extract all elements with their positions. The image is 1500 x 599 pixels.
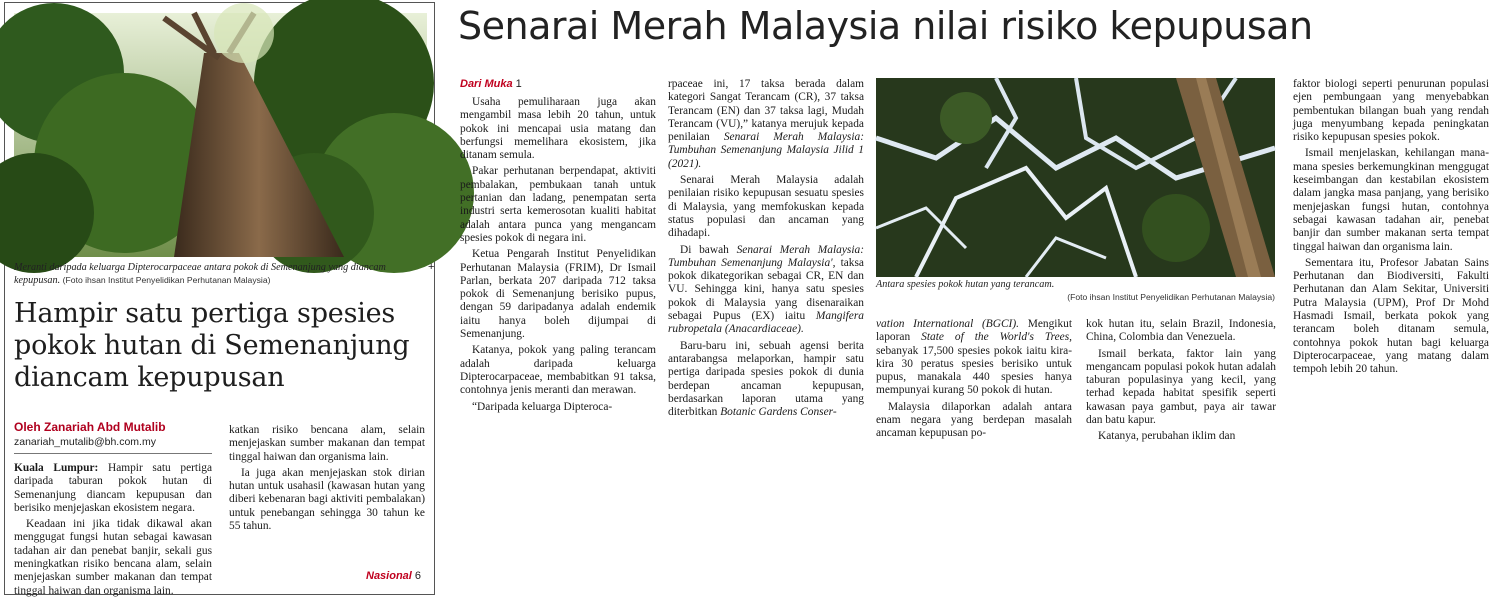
photo-credit: (Foto ihsan Institut Penyelidikan Perhutanan Malaysia) xyxy=(1067,292,1275,302)
paragraph: Sementara itu, Profesor Jabatan Sains Perhutanan dan Biodiversiti, Fakulti Perhutanan dan Alam Sekitar, Universiti Putra Malaysia (UPM), Prof Dr Mohd Hasmadi Ismail, berkata pokok yang terancam boleh ditanam semula, contohnya pokok hutan bagi keluarga Dipterocarpaceae, yang matang dalam tempoh lebih 20 tahun. xyxy=(1293,256,1489,376)
org-name: vation International (BGCI). xyxy=(876,318,1019,330)
left-column-2 xyxy=(229,424,425,536)
byline-divider xyxy=(14,453,212,454)
paragraph: kok hutan itu, selain Brazil, Indonesia, China, Colombia dan Venezuela. xyxy=(1086,318,1276,344)
paragraph: Katanya, pokok yang paling terancam adalah daripada keluarga Dipterocarpaceae, membabitkan 91 taksa, contohnya jenis meranti dan merawan. xyxy=(460,344,656,397)
left-photo-caption xyxy=(14,262,424,287)
text: Mengikut laporan xyxy=(876,318,1072,344)
dateline: Kuala Lumpur: xyxy=(14,462,99,474)
report-title: State of the World's Trees, xyxy=(921,331,1072,344)
main-column-4 xyxy=(1086,318,1276,447)
jump-page-number: 6 xyxy=(414,570,422,582)
report-title: Senarai Merah Malaysia: Tumbuhan Semenanjung Malaysia Jilid 1 (2021). xyxy=(668,131,864,170)
author-email[interactable]: zanariah_mutalib@bh.com.my xyxy=(14,436,156,448)
lead-paragraph xyxy=(14,462,212,515)
paragraph: Pakar perhutanan berpendapat, aktiviti pembalakan, pembukaan tanah untuk pertanian dan ladang, penempatan serta industri serta kemerosotan kualiti habitat adalah antara punca yang mengancam spesies pokok di negara ini. xyxy=(460,165,656,244)
paragraph: “Daripada keluarga Dipteroca- xyxy=(472,400,613,413)
paragraph: Malaysia dilaporkan adalah antara enam negara yang berdepan masalah ancaman kepupusan po- xyxy=(876,400,1072,440)
main-column-5 xyxy=(1293,78,1489,380)
paragraph: Ketua Pengarah Institut Penyelidikan Perhutanan Malaysia (FRIM), Dr Ismail Parlan, berkata 207 daripada 712 taksa pokok di Semenanjung berisiko pupus, dengan 59 daripadanya adalah endemik iaitu hanya boleh dijumpai di Semenanjung. xyxy=(460,248,656,341)
org-name: Botanic Gardens Conser- xyxy=(720,406,837,419)
paragraph: Senarai Merah Malaysia adalah penilaian risiko kepupusan sesuatu spesies di Malaysia, yang memfokuskan kepada status populasi dan ancaman yang dihadapi. xyxy=(668,174,864,240)
paragraph: Ismail menjelaskan, kehilangan mana-mana spesies berkemungkinan menggugat keseimbangan dan kestabilan ekosistem dalam jangka masa panjang, yang berisiko menjejaskan fungsi hutan, contohnya sebagai kawasan tadahan air, penebat banjir dan sumber makanan serta tempat tinggal haiwan dan organisma lain. xyxy=(1293,147,1489,253)
main-headline: Senarai Merah Malaysia nilai risiko kepupusan xyxy=(458,4,1313,48)
paragraph xyxy=(668,340,864,420)
text: sebanyak 17,500 spesies pokok iaitu kira-kira 30 peratus spesies berisiko untuk pupus, manakala 440 spesies hanya mempunyai kurang 50 pokok di hutan. xyxy=(876,344,1072,397)
text: Baru-baru ini, sebuah agensi berita antarabangsa melaporkan, hampir satu pertiga daripada spesies pokok di dunia berdepan ancaman kepupusan, berdasarkan laporan utama yang diterbitkan xyxy=(668,339,864,419)
species-name: Mangifera rubropetala (Anacardiaceae). xyxy=(668,310,864,336)
plus-mark: + xyxy=(428,261,435,273)
report-title: Senarai Merah Malaysia: Tumbuhan Semenanjung Malaysia', xyxy=(668,243,864,269)
left-headline: Hampir satu pertiga spesies pokok hutan di Semenanjung diancam kepupusan xyxy=(14,298,410,393)
paragraph xyxy=(668,244,864,337)
paragraph: Ia juga akan menjejaskan stok dirian hutan untuk usahasil (kawasan hutan yang diberi kebenaran bagi aktiviti pembalakan) untuk penebangan sehingga 30 tahun ke 55 tahun. xyxy=(229,466,425,533)
main-column-3 xyxy=(876,318,1072,444)
left-column-1 xyxy=(14,462,212,597)
from-label: Dari Muka xyxy=(460,78,513,90)
main-column-1 xyxy=(460,96,656,417)
text: rpaceae ini, 17 taksa berada dalam kategori Sangat Terancam (CR), 37 taksa Terancam (EN) dan 37 taksa lagi, Mudah Terancam (VU),” katanya merujuk kepada penilaian xyxy=(668,78,864,144)
paragraph xyxy=(876,318,1072,398)
lead-text: Hampir satu pertiga daripada taburan pokok hutan di Semenanjung diancam kepupusan dan berisiko menjejaskan ekosistem negara. xyxy=(14,462,212,514)
forest-canopy-photo xyxy=(876,78,1275,277)
text: Di bawah xyxy=(680,243,729,256)
paragraph: Keadaan ini jika tidak dikawal akan menggugat fungsi hutan sebagai kawasan tadahan air dan penebat banjir, sekali gus meningkatkan risiko bencana alam, selain menjejaskan sumber makanan dan tempat tinggal haiwan dan organisma lain. xyxy=(14,518,212,597)
paragraph: Katanya, perubahan iklim dan xyxy=(1098,430,1236,443)
photo-credit: (Foto ihsan Institut Penyelidikan Perhutanan Malaysia) xyxy=(62,275,271,285)
paragraph: faktor biologi seperti penurunan populasi ejen pembungaan yang menyebabkan pembentukan bilangan buah yang rendah juga menyumbang kepada peningkatan risiko kepupusan spesies pokok. xyxy=(1293,78,1489,144)
paragraph xyxy=(668,78,864,171)
paragraph: Usaha pemuliharaan juga akan mengambil masa lebih 20 tahun, untuk pokok ini mencapai usia matang dan berfungsi memelihara ekosistem, jika ditanam semula. xyxy=(460,96,656,162)
jump-to-nasional[interactable] xyxy=(366,570,421,582)
main-column-2 xyxy=(668,78,864,422)
paragraph: Ismail berkata, faktor lain yang mengancam populasi pokok hutan adalah taburan populasinya yang kecil, yang terhad kepada habitat spesifik seperti kawasan paya gambut, paya air tawar dan batu kapur. xyxy=(1086,347,1276,427)
byline: Oleh Zanariah Abd Mutalib xyxy=(14,420,166,434)
paragraph: katkan risiko bencana alam, selain menjejaskan sumber makanan dan tempat tinggal haiwan dan organisma lain. xyxy=(229,424,425,463)
jump-label: Nasional xyxy=(366,570,412,582)
caption-text: Antara spesies pokok hutan yang terancam. xyxy=(876,279,1055,290)
continued-from-front[interactable] xyxy=(460,78,522,90)
text: taksa pokok dikategorikan sebagai CR, EN dan VU. Sehingga kini, hanya satu spesies pokok di Malaysia yang disenaraikan sebagai Pupus (EX) iaitu xyxy=(668,256,864,323)
meranti-tree-photo xyxy=(14,13,427,257)
main-photo-caption xyxy=(876,279,1275,303)
caption-text: Meranti daripada keluarga Dipterocarpaceae antara pokok di Semenanjung yang diancam kepupusan. xyxy=(14,262,386,286)
from-page-number: 1 xyxy=(515,78,522,90)
